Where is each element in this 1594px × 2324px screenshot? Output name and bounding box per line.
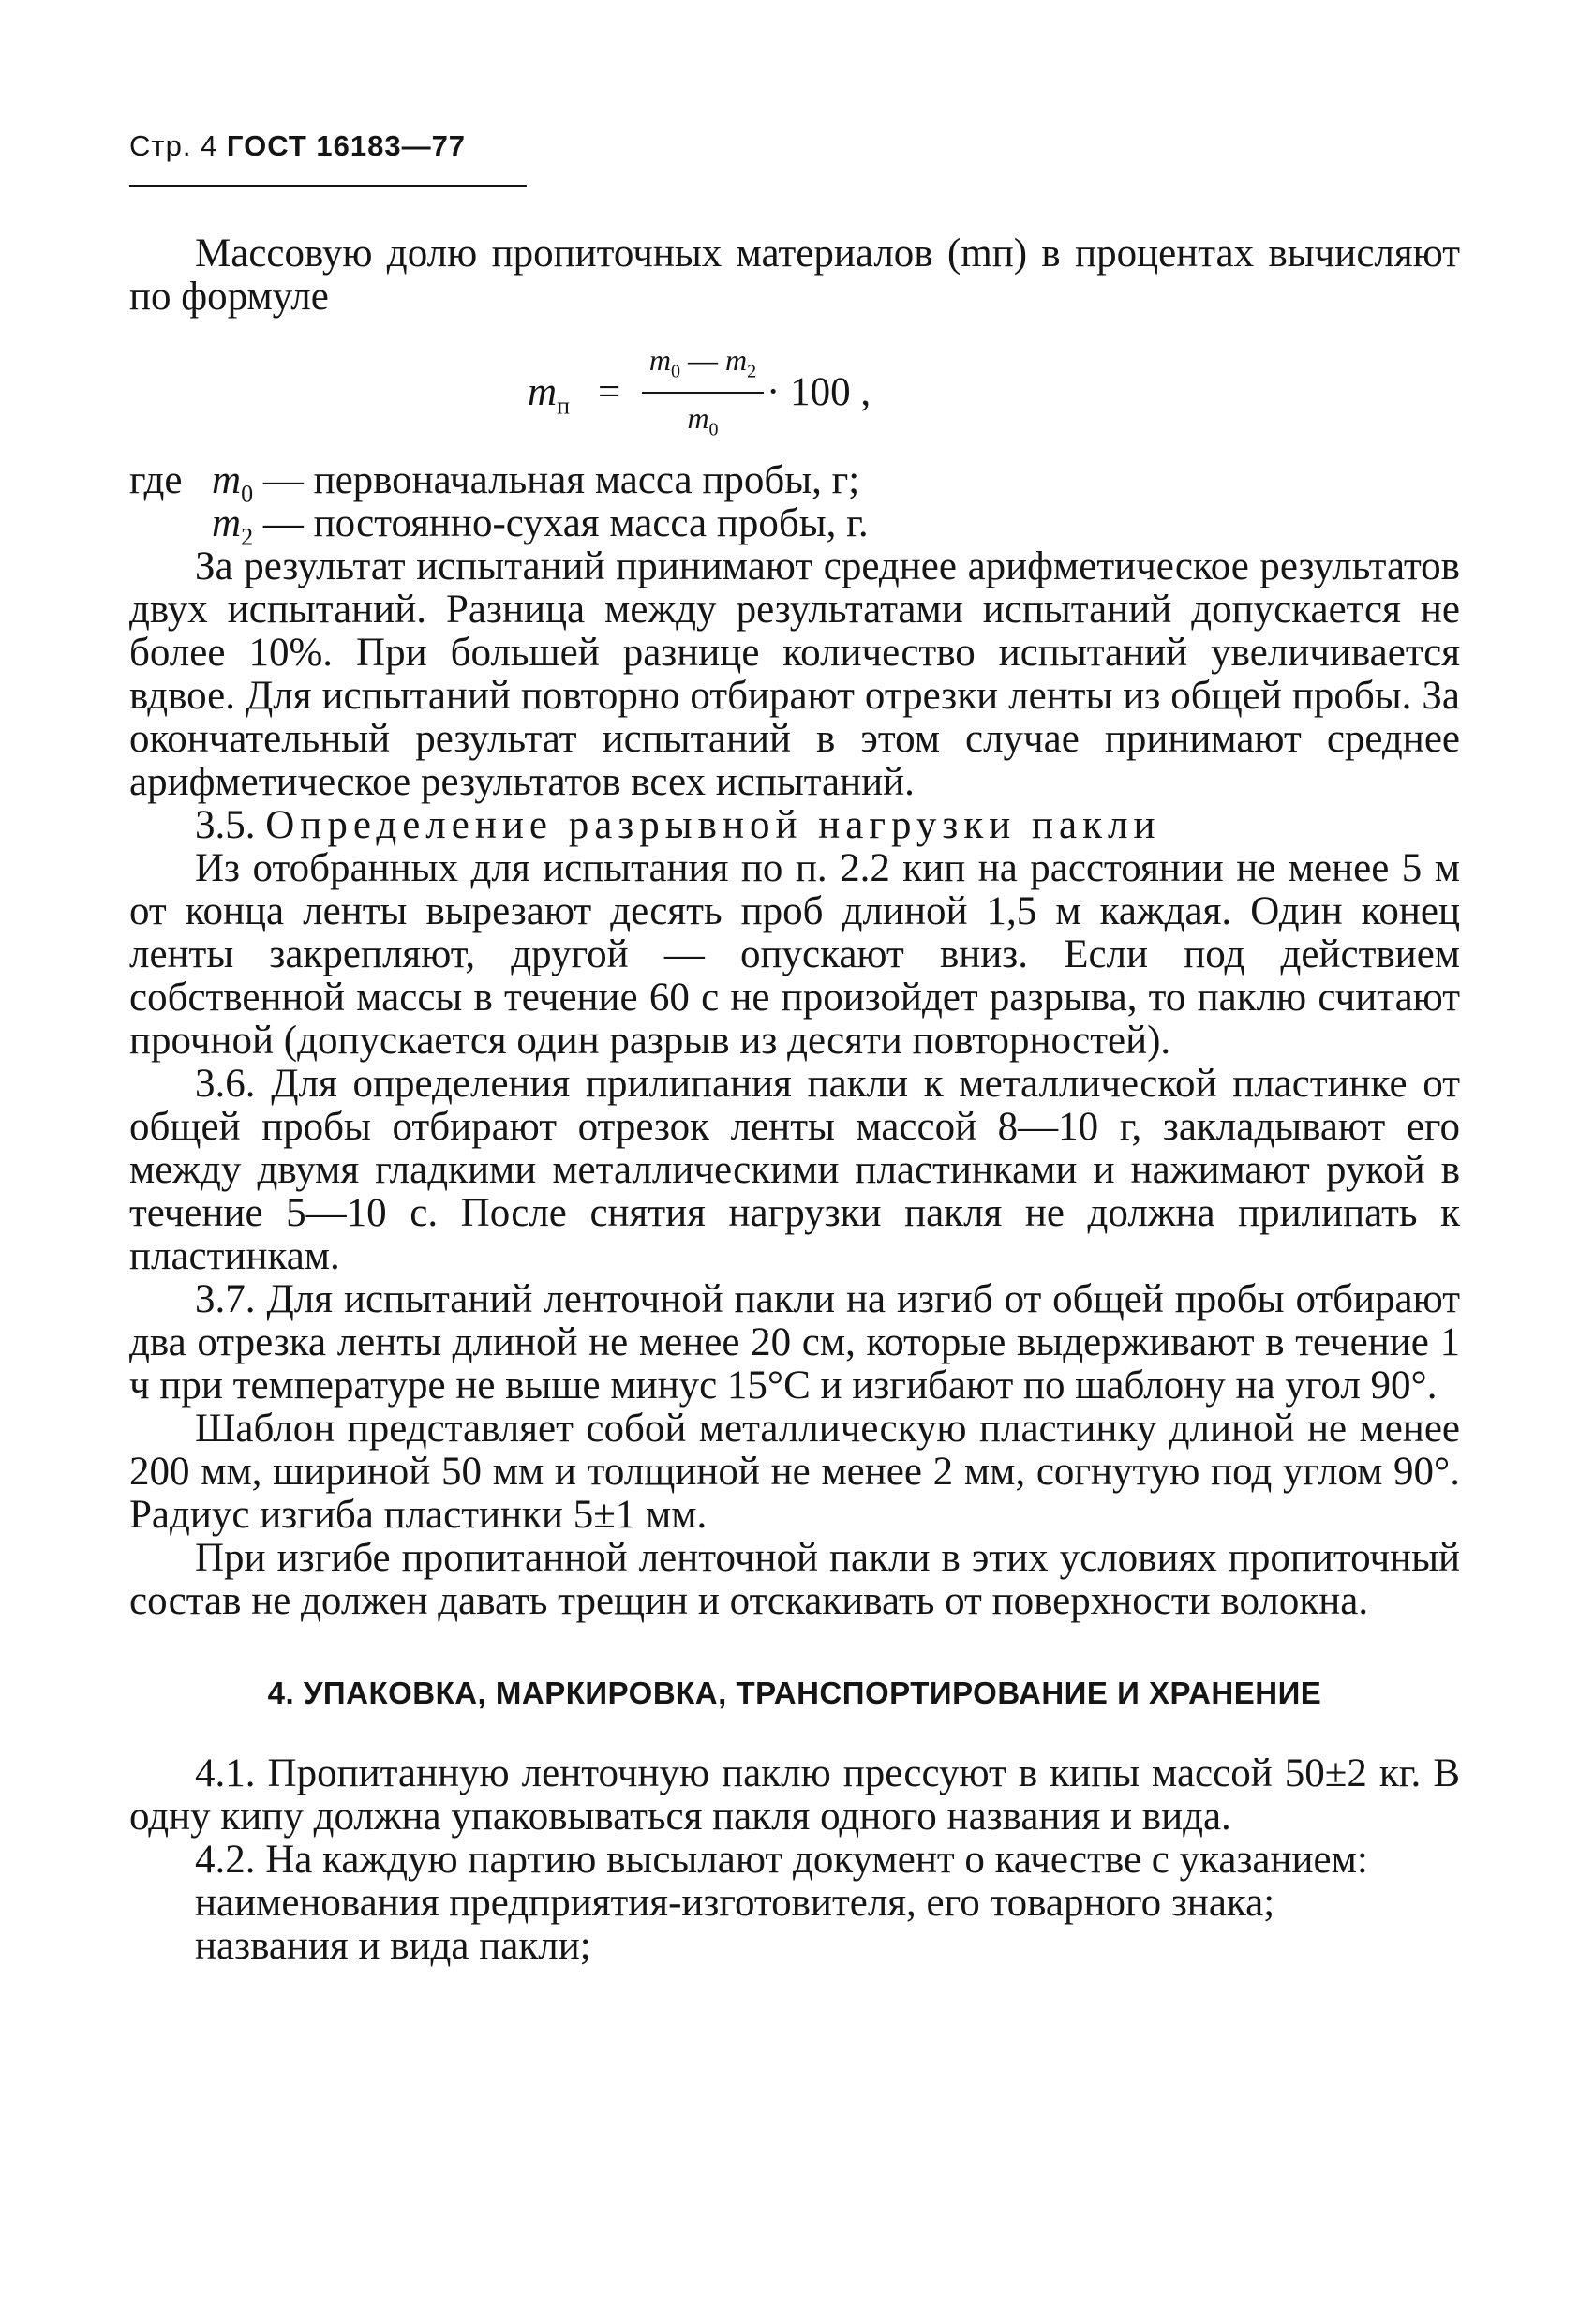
formula [129, 320, 1460, 459]
result-paragraph: За результат испытаний принимают среднее арифметическое результатов двух испытаний. Разница между результатами испытаний допускается не более 10%. При большей разнице количество испытаний увеличивается вдвое. Для испытаний повторно отбирают отрезки ленты из общей пробы. За окончательный результат испытаний в этом случае принимают среднее арифметическое результатов всех испытаний. [129, 544, 1460, 804]
bending-paragraph: При изгибе пропитанной ленточной пакли в этих условиях пропиточный состав не должен давать трещин и отскакивать от поверхности волокна. [129, 1536, 1460, 1623]
section-4-2: 4.2. На каждую партию высылают документ о качестве с указанием: [195, 1838, 1368, 1882]
formula-lhs: $m_п$ [528, 370, 570, 420]
section-3-5-heading: 3.5. Определение разрывной нагрузки пакли [195, 803, 1161, 847]
formula-equals: = [598, 370, 621, 414]
page-content [129, 232, 1460, 1968]
list-item: наименования предприятия-изготовителя, его товарного знака; [195, 1881, 1275, 1925]
template-paragraph: Шаблон представляет собой металлическую пластинку длиной не менее 200 мм, шириной 50 мм и толщиной не менее 2 мм, согнутую под углом 90°. Радиус изгиба пластинки 5±1 мм. [129, 1407, 1460, 1537]
definition-2: $m_2$ — постоянно-сухая масса пробы, г. [212, 501, 869, 551]
intro-paragraph: Массовую долю пропиточных материалов (mп) в процентах вычисляют по формуле [129, 231, 1460, 319]
standard-code: ГОСТ 16183—77 [226, 129, 467, 162]
definition-1: где $m_0$ — первоначальная масса пробы, г; [129, 458, 860, 508]
page-header [129, 129, 466, 163]
section-4-title: 4. УПАКОВКА, МАРКИРОВКА, ТРАНСПОРТИРОВАНИЕ И ХРАНЕНИЕ [267, 1676, 1322, 1710]
section-3-7: 3.7. Для испытаний ленточной пакли на изгиб от общей пробы отбирают два отрезка ленты длиной не менее 20 см, которые выдерживают в течение 1 ч при температуре не выше минус 15°С и изгибают по шаблону на угол 90°. [129, 1277, 1460, 1408]
list-item: названия и вида пакли; [195, 1924, 591, 1968]
page-number-label: Стр. 4 [129, 129, 218, 162]
formula-fraction [642, 341, 764, 449]
section-4-1: 4.1. Пропитанную ленточную паклю прессуют в кипы массой 50±2 кг. В одну кипу должна упаковываться пакля одного названия и вида. [129, 1751, 1460, 1839]
fraction-denominator: $m_0$ [687, 401, 719, 440]
formula-multiplier: · 100 , [767, 370, 871, 414]
section-3-5-text: Из отобранных для испытания по п. 2.2 кип на расстоянии не менее 5 м от конца ленты вырезают десять проб длиной 1,5 м каждая. Один конец ленты закрепляют, другой — опускают вниз. Если под действием собственной массы в течение 60 с не произойдет разрыва, то паклю считают прочной (допускается один разрыв из десяти повторностей). [129, 846, 1460, 1063]
fraction-bar [642, 392, 764, 394]
section-3-6: 3.6. Для определения прилипания пакли к металлической пластинке от общей пробы отбирают отрезок ленты массой 8—10 г, закладывают его между двумя гладкими металлическими пластинками и нажимают рукой в течение 5—10 с. После снятия нагрузки пакля не должна прилипать к пластинкам. [129, 1062, 1460, 1278]
header-rule [129, 185, 527, 187]
fraction-numerator: $m_0$ — $m_2$ [648, 343, 757, 382]
where-label: где [129, 458, 183, 502]
